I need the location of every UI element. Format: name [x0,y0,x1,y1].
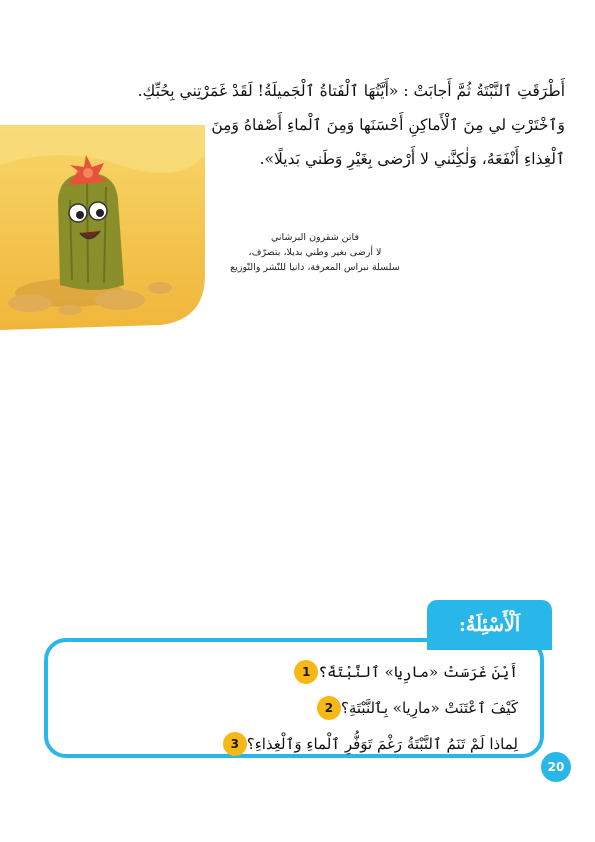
story-line: وَٱخْتَرْتِ لي مِنَ ٱلْأَماكِنِ أَحْسَنَها وَمِنَ ٱلْماءِ أَصْفاهُ وَمِنَ [211,116,565,134]
question-item [284,658,518,686]
question-text: لِماذا لَمْ تَنَمُ ٱلنَّبْتَةُ رَغْمَ تَوَفُّرِ ٱلْماءِ وَٱلْغِذاءِ؟ [246,735,518,753]
source-citation [205,230,425,275]
source-publisher: سلسلة نبراس المعرفة، دانيا للنّشر والتّوزيع [230,262,400,273]
questions-heading: اَلْأَسْئِلَةُ: [458,614,521,636]
question-text: كَيْفَ ٱعْتَنَتْ «مارِيا» بِٱلنَّبْتَةِ؟ [340,699,518,717]
question-number-badge: 1 [294,660,318,684]
page-number-badge: 20 [541,752,571,782]
question-number-badge: 3 [223,732,247,756]
question-item [307,694,518,722]
source-author: فاتن شقرون البرشاني [271,232,359,243]
questions-heading-tab [427,600,552,650]
question-number-badge: 2 [317,696,341,720]
story-passage [35,74,565,176]
question-item [213,730,518,758]
questions-box [44,638,544,758]
source-title: لا أرضى بغير وطني بديلا، بتصرّف، [248,247,382,258]
story-line: ٱلْغِذاءِ أَنْفَعَهُ، وَلٰكِنَّني لا أَرْضى بِغَيْرِ وَطَني بَديلًا». [259,150,565,168]
story-line: أَطْرَقَتِ ٱلنَّبْتَةُ ثُمَّ أَجابَتْ : «أَيَّتُهَا ٱلْفَتاةُ ٱلْجَميلَةُ! لَقَدْ غَمَرْتِني بِحُبِّكِ. [137,82,565,100]
question-text: أَيْنَ غَرَسَتْ «مارِيا» ٱلنَّبْتَةَ؟ [318,663,518,681]
